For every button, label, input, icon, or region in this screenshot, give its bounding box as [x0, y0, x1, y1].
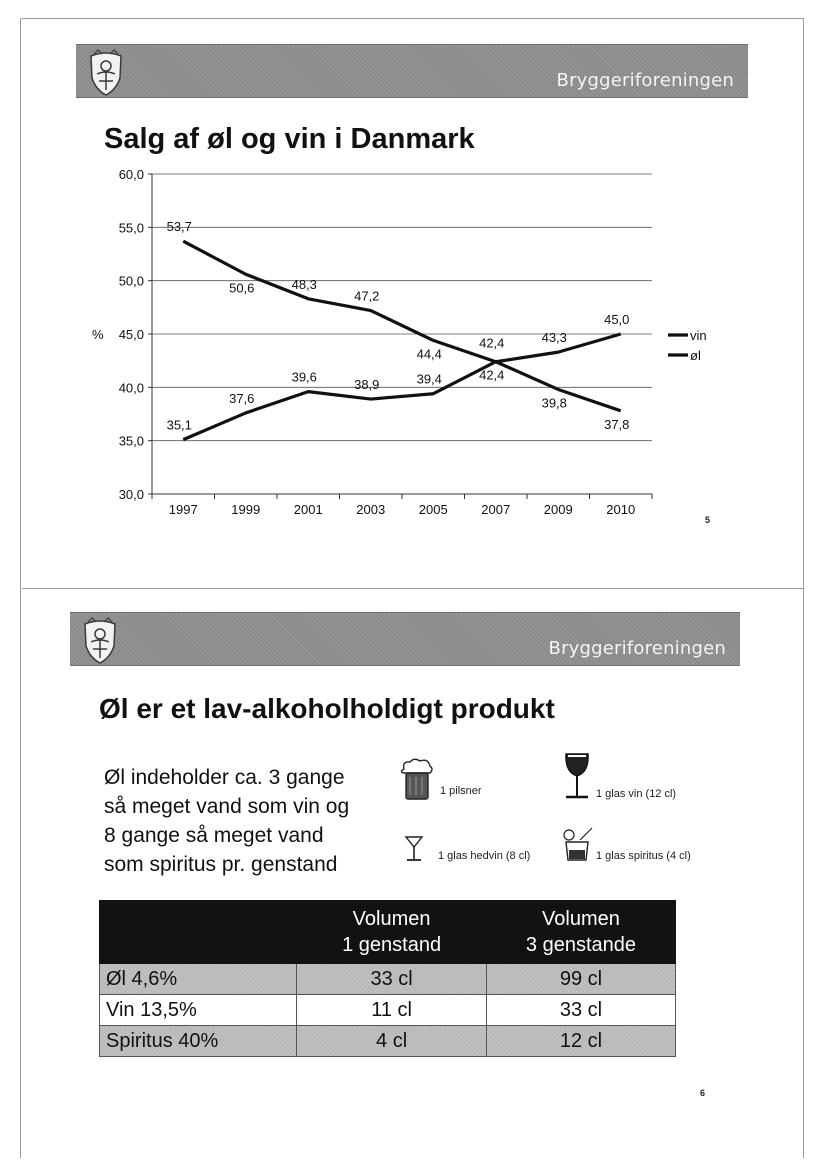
x-tick-label: 2007 [481, 502, 511, 517]
table-row [100, 964, 676, 995]
intro-line: som spiritus pr. genstand [104, 853, 338, 876]
data-label: 37,8 [604, 416, 630, 432]
left-rule [20, 18, 21, 1158]
legend-label: vin [690, 328, 707, 343]
x-tick-label: 2005 [418, 502, 448, 517]
y-tick-label: 40,0 [118, 380, 144, 396]
data-label: 39,8 [541, 395, 567, 411]
table-header-one-drink [297, 901, 487, 964]
data-label: 44,4 [416, 346, 442, 362]
cocktail-glass-icon [558, 826, 598, 866]
table-cell: Øl 4,6% [100, 964, 297, 995]
y-tick-label: 60,0 [118, 167, 144, 182]
intro-line: 8 gange så meget vand [104, 824, 324, 847]
intro-line: så meget vand som vin og [104, 795, 350, 818]
drink-dessert-wine-label: 1 glas hedvin (8 cl) [438, 850, 531, 862]
volume-table [99, 900, 676, 1057]
y-axis-label: % [92, 327, 104, 342]
table-cell: 4 cl [297, 1026, 487, 1057]
data-label: 50,6 [229, 280, 255, 296]
table-cell: Vin 13,5% [100, 995, 297, 1026]
slide1-page-number: 5 [705, 515, 711, 525]
x-tick-label: 2003 [356, 502, 386, 517]
top-rule [22, 18, 804, 19]
data-label: 53,7 [166, 219, 192, 235]
y-tick-label: 50,0 [118, 273, 144, 289]
table-cell: 33 cl [297, 964, 487, 995]
data-label: 39,6 [291, 369, 317, 385]
wine-glass-icon [560, 752, 594, 802]
data-label: 38,9 [354, 377, 380, 393]
table-row [100, 1026, 676, 1057]
data-label: 42,4 [479, 367, 505, 383]
x-tick-label: 2009 [543, 502, 573, 517]
header-line: 1 genstand [342, 934, 442, 956]
data-label: 47,2 [354, 288, 380, 304]
x-tick-label: 1997 [168, 502, 198, 517]
intro-text [104, 763, 349, 879]
header-line: Volumen [352, 908, 431, 930]
table-header-three-drinks [486, 901, 675, 964]
header-line: Volumen [542, 908, 620, 930]
beer-mug-icon [398, 757, 436, 803]
data-label: 42,4 [479, 335, 505, 351]
banner-name: Bryggeriforeningen [548, 638, 726, 659]
slide1-title: Salg af øl og vin i Danmark [104, 123, 475, 155]
slide2-title: Øl er et lav-alkoholholdigt produkt [99, 693, 555, 724]
drink-spirits-label: 1 glas spiritus (4 cl) [596, 850, 691, 862]
data-label: 43,3 [541, 330, 567, 346]
table-cell: 33 cl [486, 995, 675, 1026]
crest-logo-icon [86, 48, 126, 98]
table-row [100, 995, 676, 1026]
table-cell: 99 cl [486, 964, 675, 995]
intro-line: Øl indeholder ca. 3 gange [104, 766, 345, 789]
table-header-row [100, 901, 676, 964]
x-tick-label: 2010 [606, 502, 636, 517]
crest-logo-icon [80, 616, 120, 666]
slide2-banner [70, 612, 740, 666]
table-cell: 11 cl [297, 995, 487, 1026]
table-header-empty [100, 901, 297, 964]
y-tick-label: 30,0 [118, 487, 144, 502]
slide1-banner [76, 44, 748, 98]
data-label: 48,3 [291, 276, 317, 292]
legend-label: øl [690, 348, 701, 363]
drink-wine-label: 1 glas vin (12 cl) [596, 788, 677, 800]
series-line-ol [183, 241, 621, 411]
data-label: 39,4 [416, 371, 442, 387]
x-tick-label: 1999 [231, 502, 261, 517]
table-cell: Spiritus 40% [100, 1026, 297, 1057]
x-tick-label: 2001 [293, 502, 323, 517]
dessert-wine-glass-icon [403, 835, 425, 863]
data-label: 37,6 [229, 390, 255, 406]
data-label: 35,1 [166, 417, 192, 433]
table-cell: 12 cl [486, 1026, 675, 1057]
slide-divider [22, 588, 804, 589]
slide2-page-number: 6 [700, 1088, 706, 1098]
banner-name: Bryggeriforeningen [556, 70, 734, 91]
y-tick-label: 45,0 [118, 327, 144, 342]
y-tick-label: 55,0 [118, 220, 144, 236]
drink-pilsner-label: 1 pilsner [440, 785, 482, 797]
line-chart [80, 160, 740, 530]
y-tick-label: 35,0 [118, 433, 144, 449]
data-label: 45,0 [604, 312, 630, 327]
header-line: 3 genstande [525, 934, 637, 956]
